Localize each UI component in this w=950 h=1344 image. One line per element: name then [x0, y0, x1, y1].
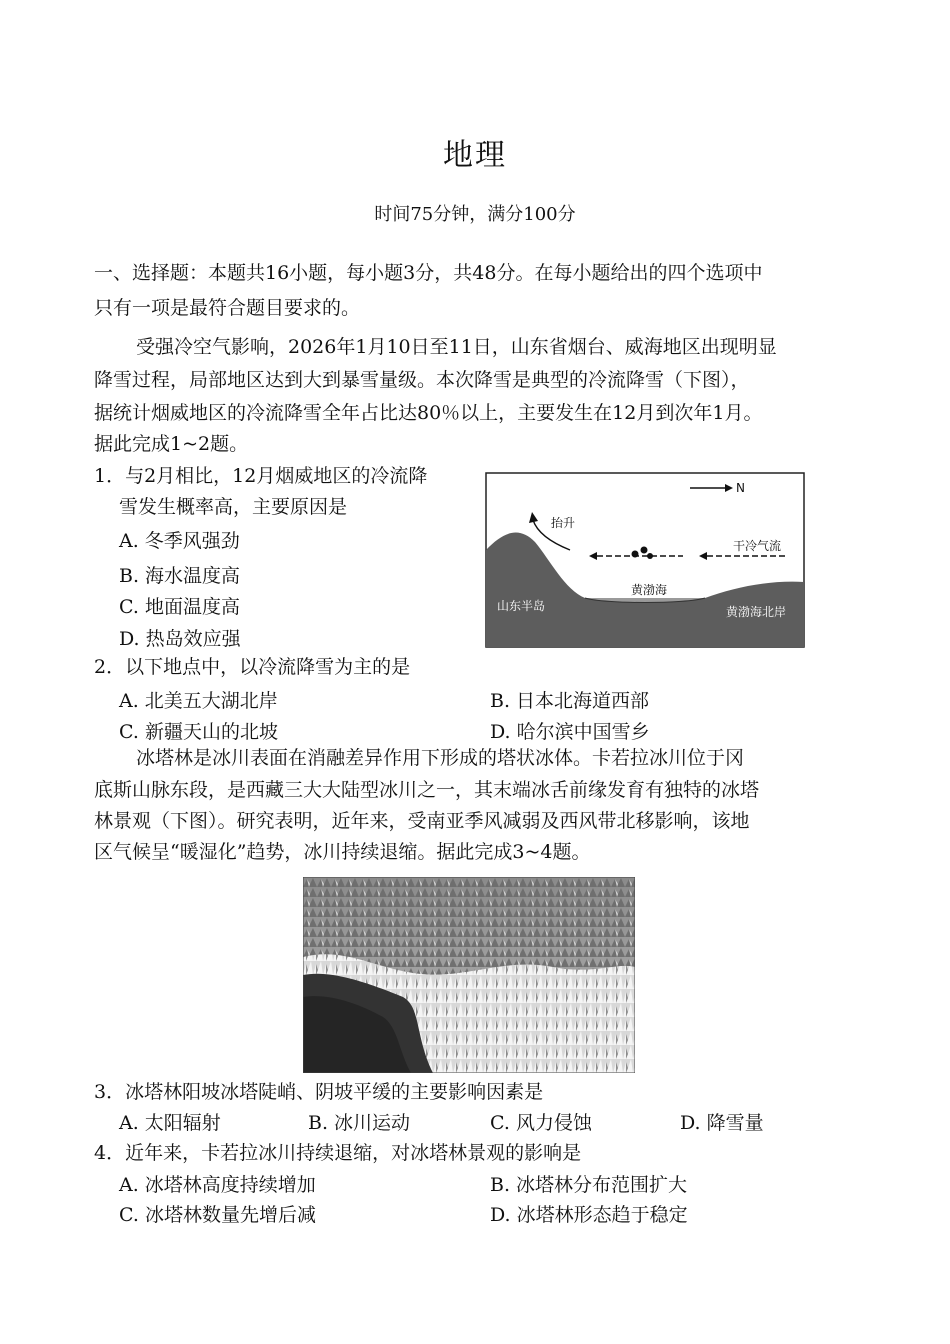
question-1-option-b[interactable]: B. 海水温度高 [119, 565, 241, 587]
north-label: N [736, 481, 745, 495]
snow-drop-icon [632, 551, 639, 558]
question-3-option-d[interactable]: D. 降雪量 [680, 1112, 764, 1134]
question-2-option-b[interactable]: B. 日本北海道西部 [490, 690, 650, 712]
question-4-option-b[interactable]: B. 冰塔林分布范围扩大 [490, 1174, 688, 1196]
question-4-stem: 4．近年来，卡若拉冰川持续退缩，对冰塔林景观的影响是 [94, 1142, 582, 1164]
ice-tower-photo [303, 877, 635, 1073]
passage-2-line: 冰塔林是冰川表面在消融差异作用下形成的塔状冰体。卡若拉冰川位于冈 [136, 747, 745, 769]
question-3-stem: 3．冰塔林阳坡冰塔陡峭、阴坡平缓的主要影响因素是 [94, 1081, 544, 1103]
passage-2-line: 林景观（下图）。研究表明，近年来，受南亚季风减弱及西风带北移影响，该地 [94, 810, 750, 832]
passage-1-line: 受强冷空气影响，2026年1月10日至11日，山东省烟台、威海地区出现明显 [136, 336, 777, 358]
left-land-label: 山东半岛 [497, 599, 546, 613]
question-2-option-c[interactable]: C. 新疆天山的北坡 [119, 721, 278, 743]
question-2-option-d[interactable]: D. 哈尔滨中国雪乡 [490, 721, 650, 743]
passage-1-line: 据此完成1~2题。 [94, 433, 249, 455]
question-3-option-a[interactable]: A. 太阳辐射 [119, 1112, 221, 1134]
sea-label: 黄渤海 [631, 583, 668, 597]
question-4-option-d[interactable]: D. 冰塔林形态趋于稳定 [490, 1204, 688, 1226]
question-3-option-c[interactable]: C. 风力侵蚀 [490, 1112, 592, 1134]
lift-label: 抬升 [551, 516, 576, 530]
passage-1-line: 据统计烟威地区的冷流降雪全年占比达80％以上，主要发生在12月到次年1月。 [94, 402, 763, 424]
right-land-label: 黄渤海北岸 [726, 605, 787, 619]
question-2-stem: 2．以下地点中，以冷流降雪为主的是 [94, 656, 411, 678]
question-4-option-c[interactable]: C. 冰塔林数量先增后减 [119, 1204, 316, 1226]
question-4-option-a[interactable]: A. 冰塔林高度持续增加 [119, 1174, 316, 1196]
passage-2-line: 区气候呈“暖湿化”趋势，冰川持续退缩。据此完成3~4题。 [94, 841, 591, 863]
section-heading-line-2: 只有一项是最符合题目要求的。 [94, 297, 361, 319]
cold-current-snow-diagram [485, 472, 805, 648]
page-subtitle: 时间75分钟，满分100分 [374, 204, 576, 225]
question-1-stem: 1．与2月相比，12月烟威地区的冷流降 [94, 465, 428, 487]
question-1-stem: 雪发生概率高，主要原因是 [119, 496, 348, 518]
section-heading-line-1: 一、选择题：本题共16小题，每小题3分，共48分。在每小题给出的四个选项中 [94, 262, 763, 284]
snow-drop-icon [647, 553, 653, 559]
page-title: 地理 [443, 138, 507, 173]
passage-1-line: 降雪过程，局部地区达到大到暴雪量级。本次降雪是典型的冷流降雪（下图）， [94, 369, 750, 391]
question-1-option-a[interactable]: A. 冬季风强劲 [119, 530, 240, 552]
question-3-option-b[interactable]: B. 冰川运动 [308, 1112, 411, 1134]
passage-2-line: 底斯山脉东段，是西藏三大大陆型冰川之一，其末端冰舌前缘发育有独特的冰塔 [94, 779, 760, 801]
question-1-option-d[interactable]: D. 热岛效应强 [119, 628, 241, 650]
question-1-option-c[interactable]: C. 地面温度高 [119, 596, 240, 618]
airflow-label: 干冷气流 [733, 539, 782, 553]
snow-drop-icon [641, 547, 648, 554]
question-2-option-a[interactable]: A. 北美五大湖北岸 [119, 690, 278, 712]
